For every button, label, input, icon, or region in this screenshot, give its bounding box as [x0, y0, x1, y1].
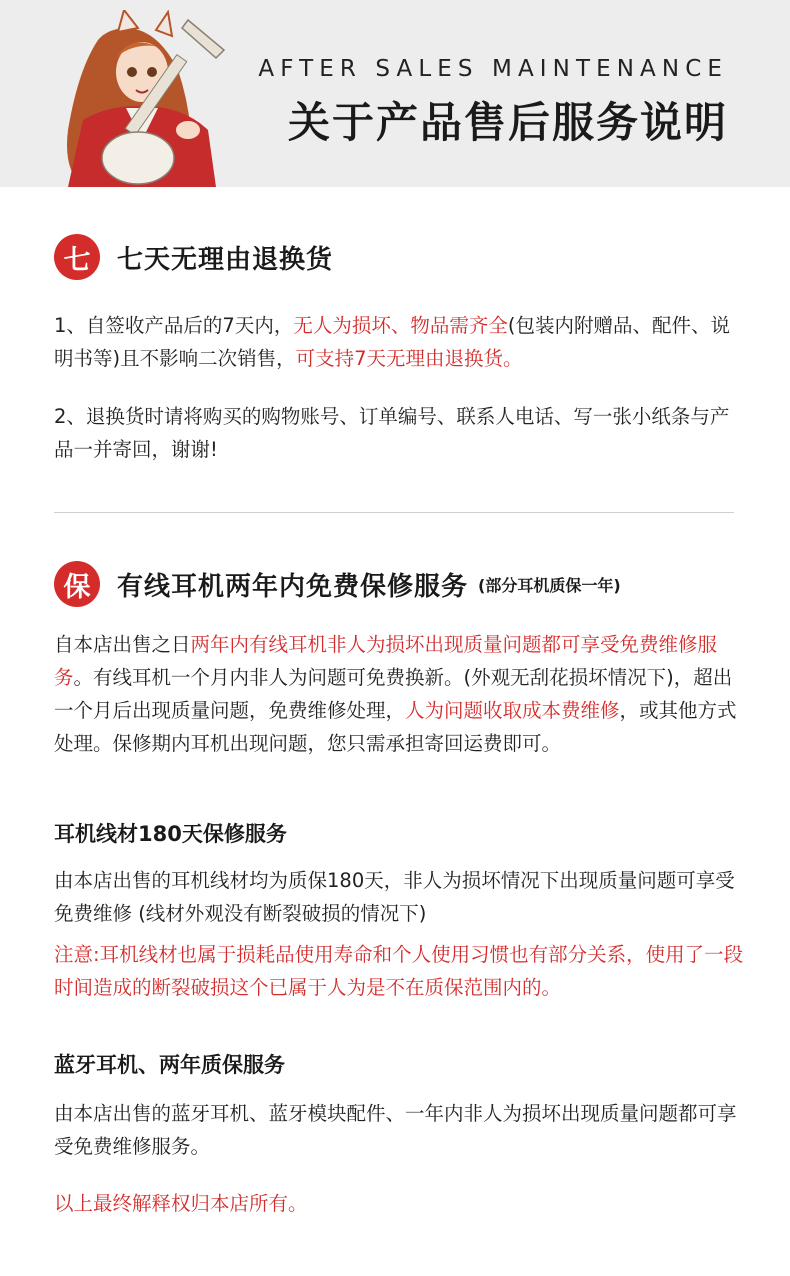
bluetooth-warranty-paragraph: 由本店出售的蓝牙耳机、蓝牙模块配件、一年内非人为损坏出现质量问题都可享受免费维修服务。	[54, 1102, 737, 1158]
section-wired-warranty-heading	[54, 561, 621, 607]
text-segment: 1、自签收产品后的7天内，	[54, 314, 294, 337]
mascot-illustration	[38, 10, 238, 187]
text-segment: 。有线耳机一个月内非人为问题可免费换新。(外观无刮花损坏情况下)，超出一个月后出现质量问题，免费维修处理，	[54, 666, 733, 722]
section-note: (部分耳机质保一年)	[478, 575, 621, 595]
header-subtitle: AFTER SALES MAINTENANCE	[258, 56, 728, 82]
text-segment: 自本店出售之日	[54, 633, 191, 656]
seven-badge-icon: 七	[54, 234, 100, 280]
text-segment: (包装内附赠品、配件、说明书等)且不影响二次销售，	[54, 314, 730, 370]
cable-warranty-note: 注意:耳机线材也属于损耗品使用寿命和个人使用习惯也有部分关系，使用了一段时间造成的断裂破损这个已属于人为是不在质保范围内的。	[54, 943, 744, 999]
highlight-text: 人为问题收取成本费维修	[405, 699, 620, 722]
footer-statement: 以上最终解释权归本店所有。	[54, 1192, 308, 1215]
cable-warranty-heading: 耳机线材180天保修服务	[54, 822, 287, 846]
warranty-badge-icon: 保	[54, 561, 100, 607]
bluetooth-warranty-heading: 蓝牙耳机、两年质保服务	[54, 1053, 285, 1077]
cable-warranty-paragraph: 由本店出售的耳机线材均为质保180天，非人为损坏情况下出现质量问题可享受免费维修 (线材外观没有断裂破损的情况下)	[54, 869, 735, 925]
wired-warranty-paragraph	[54, 628, 744, 760]
section-divider	[54, 512, 734, 513]
page-title: 关于产品售后服务说明	[287, 98, 728, 147]
highlight-text: 两年内有线耳机非人为损坏出现质量问题都可享受免费维修服务	[54, 633, 718, 689]
section-title: 七天无理由退换货	[117, 244, 334, 275]
header-banner	[0, 0, 790, 187]
highlight-text: 可支持7天无理由退换货。	[295, 347, 523, 370]
highlight-text: 无人为损坏、物品需齐全	[293, 314, 508, 337]
return-policy-item-1	[54, 309, 744, 375]
return-policy-item-2: 2、退换货时请将购买的购物账号、订单编号、联系人电话、写一张小纸条与产品一并寄回，谢谢!	[54, 405, 730, 461]
text-segment: ，或其他方式处理。保修期内耳机出现问题，您只需承担寄回运费即可。	[54, 699, 737, 755]
section-title: 有线耳机两年内免费保修服务	[117, 571, 469, 602]
section-seven-day-return-heading	[54, 234, 333, 280]
